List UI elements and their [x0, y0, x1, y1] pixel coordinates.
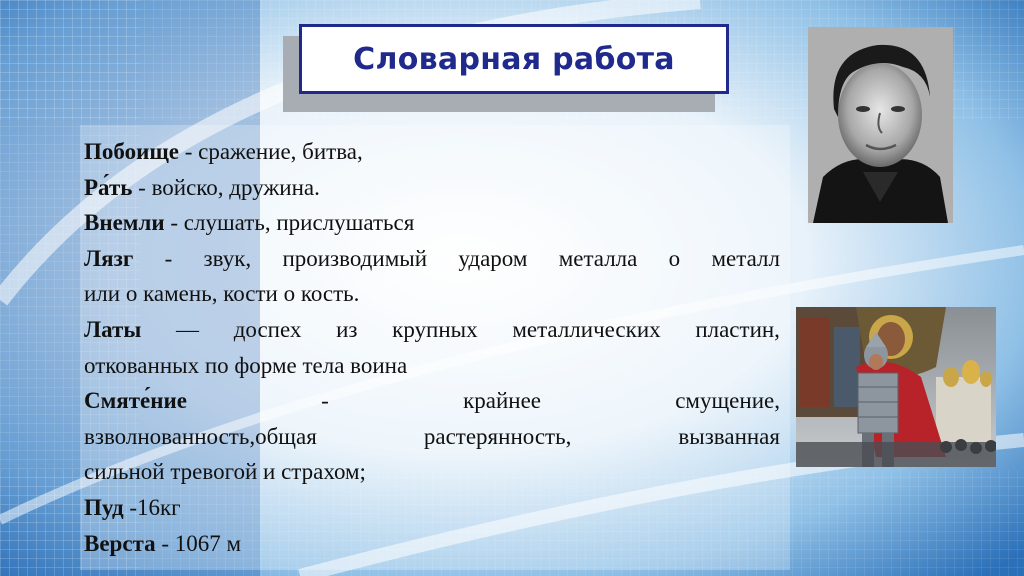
page-title: Словарная работа	[353, 41, 675, 77]
vocabulary-list	[84, 134, 780, 561]
author-portrait-photo	[808, 27, 953, 223]
list-item: Ра́ть - войско, дружина.	[84, 174, 320, 200]
list-item: Пуд -16кг	[84, 494, 181, 520]
title-box	[299, 24, 729, 94]
list-item: Латы — доспех из крупных металлических пластин,	[84, 316, 780, 342]
list-item-continuation: или о камень, кости о кость.	[84, 281, 360, 307]
list-item: Верста - 1067 м	[84, 530, 242, 556]
list-item: Лязг - звук, производимый ударом металла о металл	[84, 245, 780, 271]
list-item: Внемли - слушать, прислушаться	[84, 210, 415, 236]
list-item-continuation: откованных по форме тела воина	[84, 352, 408, 378]
list-item-continuation: взволнованность,общая растерянность, вызванная	[84, 423, 780, 449]
list-item-continuation: сильной тревогой и страхом;	[84, 459, 366, 485]
list-item: Побоище - сражение, битва,	[84, 139, 363, 164]
knight-painting	[796, 307, 996, 467]
list-item: Смяте́ние - крайнее смущение,	[84, 388, 780, 414]
